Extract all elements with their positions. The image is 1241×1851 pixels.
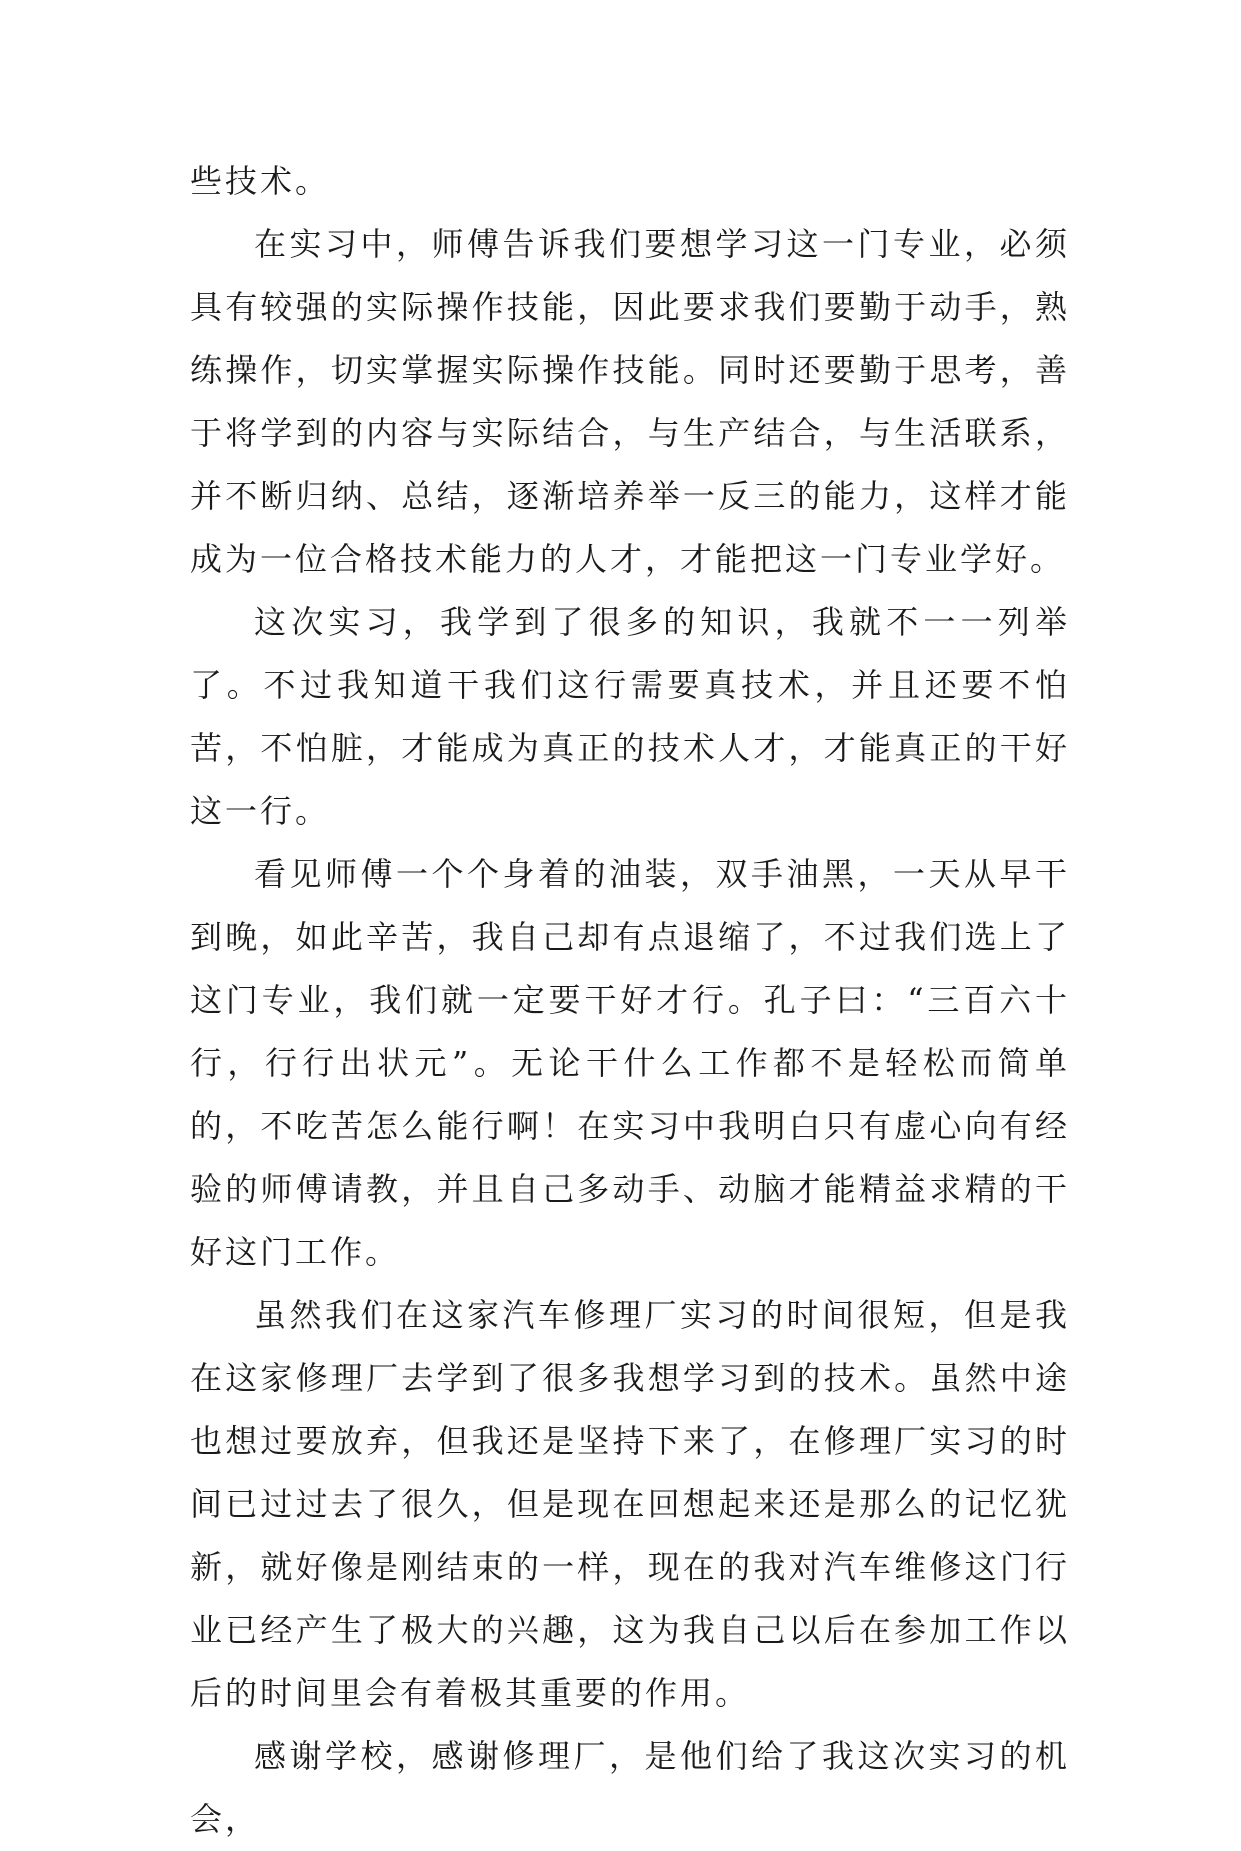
paragraph: 些技术。 [190, 162, 331, 200]
paragraph: 看见师傅一个个身着的油装，双手油黑，一天从早干到晚，如此辛苦，我自己却有点退缩了，不过我们选上了这门专业，我们就一定要干好才行。孔子曰：“三百六十行，行行出状元”。无论干什么工作都不是轻松而简单的，不吃苦怎么能行啊！在实习中我明白只有虚心向有经验的师傅请教，并且自己多动手、动脑才能精益求精的干好这门工作。 [190, 855, 1070, 1271]
document-body [190, 150, 1070, 1851]
paragraph: 这次实习，我学到了很多的知识，我就不一一列举了。不过我知道干我们这行需要真技术，并且还要不怕苦，不怕脏，才能成为真正的技术人才，才能真正的干好这一行。 [190, 603, 1070, 830]
paragraph: 感谢学校，感谢修理厂，是他们给了我这次实习的机会， [190, 1737, 1070, 1838]
paragraph: 虽然我们在这家汽车修理厂实习的时间很短，但是我在这家修理厂去学到了很多我想学习到的技术。虽然中途也想过要放弃，但我还是坚持下来了，在修理厂实习的时间已过过去了很久，但是现在回想起来还是那么的记忆犹新，就好像是刚结束的一样，现在的我对汽车维修这门行业已经产生了极大的兴趣，这为我自己以后在参加工作以后的时间里会有着极其重要的作用。 [190, 1296, 1070, 1712]
paragraph: 在实习中，师傅告诉我们要想学习这一门专业，必须具有较强的实际操作技能，因此要求我们要勤于动手，熟练操作，切实掌握实际操作技能。同时还要勤于思考，善于将学到的内容与实际结合，与生产结合，与生活联系，并不断归纳、总结，逐渐培养举一反三的能力，这样才能成为一位合格技术能力的人才，才能把这一门专业学好。 [190, 225, 1070, 578]
